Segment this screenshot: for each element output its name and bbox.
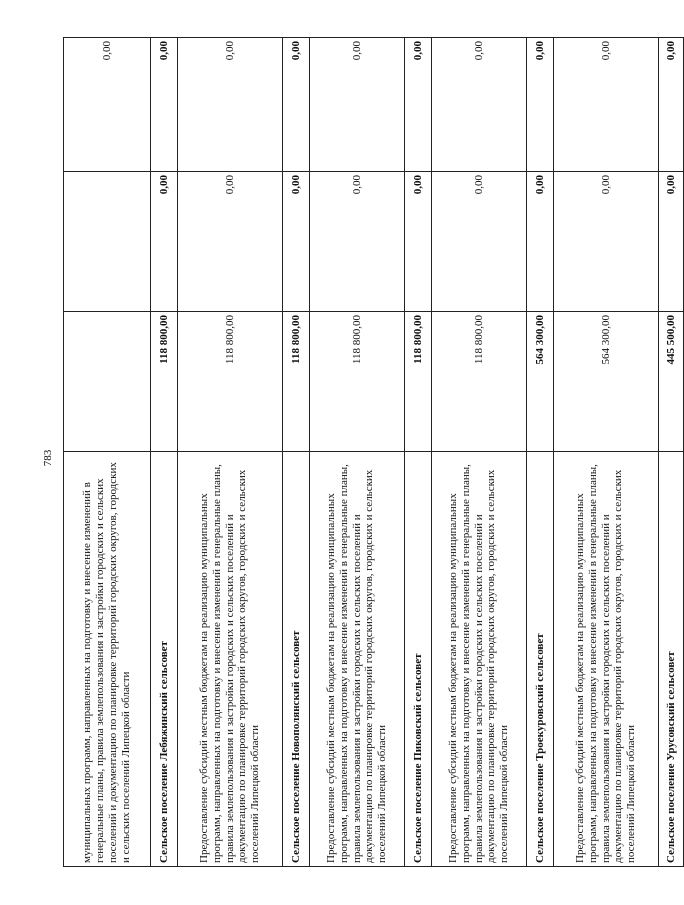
row-description: Сельское поселение Новополянский сельсовет <box>283 452 310 867</box>
value-col-1: 564 300,00 <box>554 312 659 452</box>
value-col-1: 118 800,00 <box>310 312 405 452</box>
settlement-header-row <box>283 38 310 867</box>
value-col-2: 0,00 <box>405 172 432 312</box>
row-description: Предоставление субсидий местным бюджетам на реализацию муниципальных программ, направленных на подготовку и внесение изменений в генеральные планы, правила землепользования и застройки городских и сельских поселений и документацию по планировке территорий городских округов, городских и сельских поселений Липецкой области <box>554 452 659 867</box>
table-body <box>64 38 684 867</box>
value-col-2: 0,00 <box>178 172 283 312</box>
settlement-header-row <box>527 38 554 867</box>
subsidy-row <box>554 38 659 867</box>
value-col-1: 118 800,00 <box>178 312 283 452</box>
row-description: Сельское поселение Урусовский сельсовет <box>659 452 684 867</box>
row-description: Сельское поселение Лебяжинский сельсовет <box>151 452 178 867</box>
subsidy-row <box>432 38 527 867</box>
row-description: Предоставление субсидий местным бюджетам на реализацию муниципальных программ, направленных на подготовку и внесение изменений в генеральные планы, правила землепользования и застройки городских и сельских поселений и документацию по планировке территорий городских округов, городских и сельских поселений Липецкой области <box>178 452 283 867</box>
value-col-3: 0,00 <box>527 38 554 172</box>
value-col-3: 0,00 <box>310 38 405 172</box>
value-col-3: 0,00 <box>64 38 151 172</box>
value-col-2: 0,00 <box>283 172 310 312</box>
value-col-2: 0,00 <box>659 172 684 312</box>
value-col-2: 0,00 <box>527 172 554 312</box>
value-col-1 <box>64 312 151 452</box>
value-col-2: 0,00 <box>432 172 527 312</box>
value-col-1: 118 800,00 <box>432 312 527 452</box>
value-col-2: 0,00 <box>310 172 405 312</box>
subsidy-row <box>64 38 151 867</box>
page-number: 783 <box>42 449 54 467</box>
value-col-3: 0,00 <box>432 38 527 172</box>
row-description: Сельское поселение Троекуровский сельсовет <box>527 452 554 867</box>
subsidy-row <box>178 38 283 867</box>
value-col-1: 118 800,00 <box>283 312 310 452</box>
value-col-1: 445 500,00 <box>659 312 684 452</box>
row-description: Сельское поселение Пиковский сельсовет <box>405 452 432 867</box>
settlement-header-row <box>151 38 178 867</box>
row-description: муниципальных программ, направленных на подготовку и внесение изменений в генеральные планы, правила землепользования и застройки городских и сельских поселений и документацию по планировке территорий городских округов, городских и сельских поселений Липецкой области <box>64 452 151 867</box>
value-col-2 <box>64 172 151 312</box>
value-col-3: 0,00 <box>554 38 659 172</box>
value-col-3: 0,00 <box>151 38 178 172</box>
value-col-1: 564 300,00 <box>527 312 554 452</box>
value-col-3: 0,00 <box>283 38 310 172</box>
value-col-3: 0,00 <box>659 38 684 172</box>
settlement-header-row <box>659 38 684 867</box>
rotated-page <box>63 38 677 867</box>
table-container <box>63 38 677 867</box>
value-col-2: 0,00 <box>151 172 178 312</box>
row-description: Предоставление субсидий местным бюджетам на реализацию муниципальных программ, направленных на подготовку и внесение изменений в генеральные планы, правила землепользования и застройки городских и сельских поселений и документацию по планировке территорий городских округов, городских и сельских поселений Липецкой области <box>432 452 527 867</box>
value-col-2: 0,00 <box>554 172 659 312</box>
value-col-3: 0,00 <box>405 38 432 172</box>
budget-table <box>63 37 684 867</box>
subsidy-row <box>310 38 405 867</box>
settlement-header-row <box>405 38 432 867</box>
value-col-1: 118 800,00 <box>405 312 432 452</box>
value-col-1: 118 800,00 <box>151 312 178 452</box>
value-col-3: 0,00 <box>178 38 283 172</box>
row-description: Предоставление субсидий местным бюджетам на реализацию муниципальных программ, направленных на подготовку и внесение изменений в генеральные планы, правила землепользования и застройки городских и сельских поселений и документацию по планировке территорий городских округов, городских и сельских поселений Липецкой области <box>310 452 405 867</box>
